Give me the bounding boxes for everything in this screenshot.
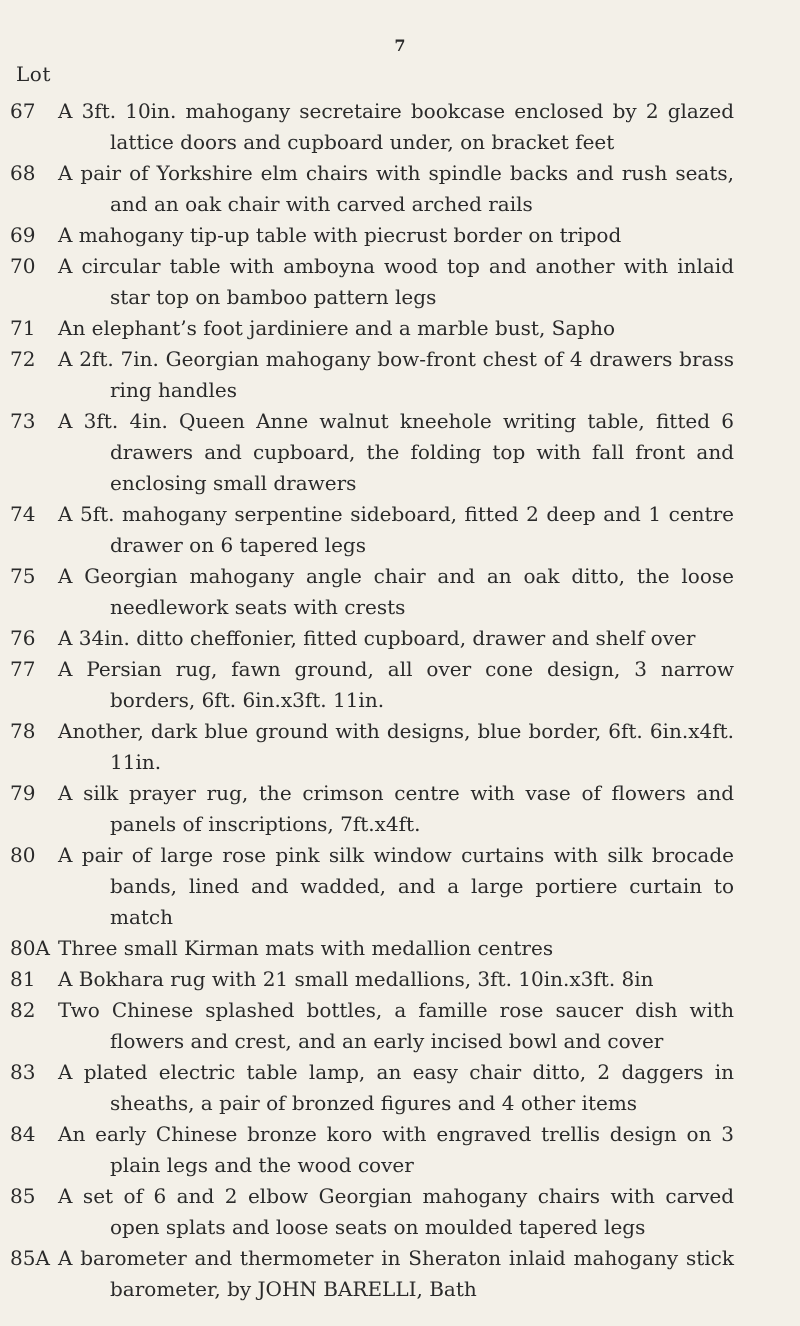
lot-number: 80	[10, 843, 36, 867]
lot-number: 70	[10, 254, 36, 278]
lot-entry	[0, 344, 800, 406]
lot-number: 76	[10, 626, 36, 650]
lot-entry	[0, 1243, 800, 1305]
lot-entry	[0, 623, 800, 654]
lot-entry	[0, 964, 800, 995]
lot-entry	[0, 1119, 800, 1181]
lot-entry	[0, 220, 800, 251]
lot-description: An early Chinese bronze koro with engraved trellis design on 3 plain legs and the wood cover	[58, 1122, 734, 1177]
lot-description: A 2ft. 7in. Georgian mahogany bow-front chest of 4 drawers brass ring handles	[58, 347, 734, 402]
lot-entry	[0, 654, 800, 716]
lot-description: A silk prayer rug, the crimson centre with vase of flowers and panels of inscriptions, 7ft.x4ft.	[58, 781, 734, 836]
lot-number: 82	[10, 998, 36, 1022]
lot-number: 78	[10, 719, 36, 743]
lot-description: A pair of Yorkshire elm chairs with spindle backs and rush seats, and an oak chair with carved arched rails	[58, 161, 734, 216]
lot-description: A 3ft. 10in. mahogany secretaire bookcase enclosed by 2 glazed lattice doors and cupboard under, on bracket feet	[58, 99, 734, 154]
lot-description: A circular table with amboyna wood top and another with inlaid star top on bamboo pattern legs	[58, 254, 734, 309]
lot-number: 71	[10, 316, 36, 340]
lot-number: 85A	[10, 1246, 50, 1270]
lot-entry	[0, 840, 800, 933]
lot-entry	[0, 158, 800, 220]
lot-entry	[0, 96, 800, 158]
lot-entry	[0, 251, 800, 313]
lot-description: A Persian rug, fawn ground, all over cone design, 3 narrow borders, 6ft. 6in.x3ft. 11in.	[58, 657, 734, 712]
lot-number: 69	[10, 223, 36, 247]
lot-description: A set of 6 and 2 elbow Georgian mahogany chairs with carved open splats and loose seats on moulded tapered legs	[58, 1184, 734, 1239]
lot-description: Another, dark blue ground with designs, blue border, 6ft. 6in.x4ft. 11in.	[58, 719, 734, 774]
lot-description: A pair of large rose pink silk window curtains with silk brocade bands, lined and wadded, and a large portiere curtain to match	[58, 843, 734, 929]
lot-entry	[0, 499, 800, 561]
lot-description: A Bokhara rug with 21 small medallions, 3ft. 10in.x3ft. 8in	[58, 967, 654, 991]
lot-number: 68	[10, 161, 36, 185]
lot-entry	[0, 1181, 800, 1243]
lot-description: A 34in. ditto cheffonier, fitted cupboard, drawer and shelf over	[58, 626, 696, 650]
lot-number: 75	[10, 564, 36, 588]
lot-number: 83	[10, 1060, 36, 1084]
lot-entry	[0, 406, 800, 499]
lot-number: 84	[10, 1122, 36, 1146]
lot-number: 67	[10, 99, 36, 123]
lot-list	[0, 96, 800, 1305]
lot-description: A mahogany tip-up table with piecrust border on tripod	[58, 223, 622, 247]
lot-description: Three small Kirman mats with medallion centres	[58, 936, 554, 960]
lot-number: 74	[10, 502, 36, 526]
lot-number: 85	[10, 1184, 36, 1208]
lot-entry	[0, 1057, 800, 1119]
lot-description: Two Chinese splashed bottles, a famille rose saucer dish with flowers and crest, and an early incised bowl and cover	[58, 998, 734, 1053]
lot-entry	[0, 561, 800, 623]
lot-description: An elephant’s foot jardiniere and a marble bust, Sapho	[58, 316, 616, 340]
lot-number: 73	[10, 409, 36, 433]
lot-entry	[0, 778, 800, 840]
lot-number: 79	[10, 781, 36, 805]
lot-description: A 3ft. 4in. Queen Anne walnut kneehole writing table, fitted 6 drawers and cupboard, the folding top with fall front and enclosing small drawers	[58, 409, 734, 495]
lot-number: 81	[10, 967, 36, 991]
lot-number: 72	[10, 347, 36, 371]
lot-entry	[0, 716, 800, 778]
lot-description: A 5ft. mahogany serpentine sideboard, fitted 2 deep and 1 centre drawer on 6 tapered legs	[58, 502, 734, 557]
lot-entry	[0, 933, 800, 964]
lot-entry	[0, 995, 800, 1057]
lot-number: 80A	[10, 936, 50, 960]
lot-description: A plated electric table lamp, an easy chair ditto, 2 daggers in sheaths, a pair of bronzed figures and 4 other items	[58, 1060, 734, 1115]
page-number: 7	[394, 36, 406, 55]
lot-description: A Georgian mahogany angle chair and an oak ditto, the loose needlework seats with crests	[58, 564, 734, 619]
lot-entry	[0, 313, 800, 344]
lot-number: 77	[10, 657, 36, 681]
lot-column-header: Lot	[16, 62, 51, 86]
lot-description: A barometer and thermometer in Sheraton inlaid mahogany stick barometer, by JOHN BARELLI, Bath	[58, 1246, 734, 1301]
